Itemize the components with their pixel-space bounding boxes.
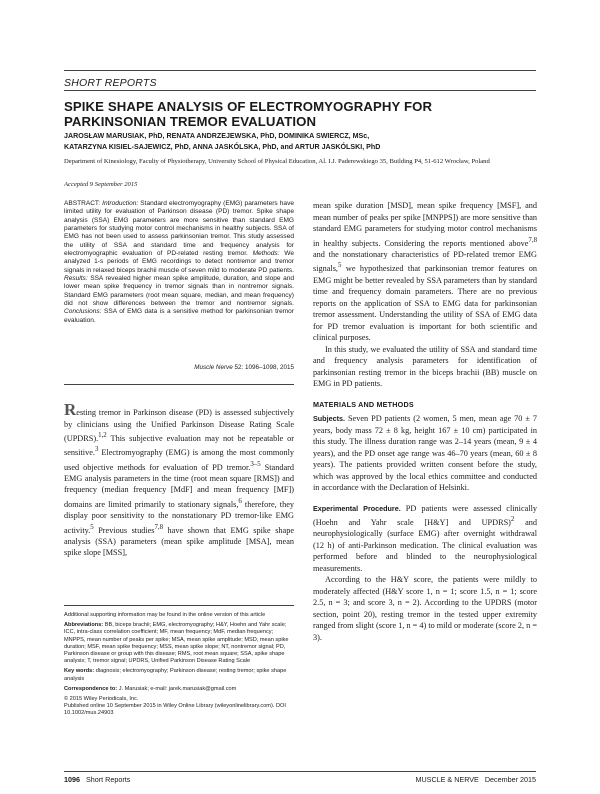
keywords-label: Key words: bbox=[64, 668, 95, 675]
abstract-rule bbox=[64, 384, 294, 385]
keywords-text: diagnosis; electromyography; Parkinson disease; resting tremor; spike shape analysis bbox=[64, 668, 287, 682]
abbreviations-label: Abbreviations: bbox=[64, 622, 104, 629]
paragraph-segment: and the nonstationary characteristics of PD-related tremor EMG signals, bbox=[313, 249, 537, 273]
author-list bbox=[64, 131, 536, 153]
footnotes bbox=[64, 612, 294, 721]
subjects-text: Seven PD patients (2 women, 5 men, mean age 70 ± 7 years, body mass 72 ± 8 kg, height 167 ± 10 cm) participated in this study. The illness duration range was 2–14 years (mean, 9 ± 4 years), and the PD onset age range was 46–70 years (mean, 60 ± 8 years). The patients provided written consent before the study, which was approved by the local ethics committee and conducted in accordance with the Declaration of Helsinki. bbox=[313, 414, 538, 492]
top-rule bbox=[64, 70, 536, 71]
footer-section: Short Reports bbox=[86, 775, 131, 784]
aim-paragraph: In this study, we evaluated the utility of SSA and standard time and frequency analysis parameters for identification of parkinsonian resting tremor in the biceps brachii (BB) muscle on EMG in PD patients. bbox=[313, 344, 537, 388]
abstract-label: ABSTRACT: bbox=[64, 200, 101, 207]
correspondence-label: Correspondence to: bbox=[64, 685, 118, 692]
intro-segment: This subjective evaluation may not be repeatable or sensitive. bbox=[64, 433, 294, 457]
intro-segment: Standard EMG analysis parameters in the time (root mean square [RMS]) and frequency (median frequency [MdF] and mean frequency [MF]) domains are limited primarily to stationary signals, bbox=[64, 462, 294, 509]
correspondence-note bbox=[64, 686, 294, 693]
subjects-paragraph bbox=[313, 413, 537, 494]
section-rule bbox=[64, 90, 536, 91]
procedure-label: Experimental Procedure. bbox=[313, 503, 401, 513]
right-column bbox=[313, 200, 537, 643]
published-note: Published online 10 September 2015 in Wiley Online Library (wileyonlinelibrary.com). DOI 10.1002/mus.24903 bbox=[64, 703, 286, 717]
abstract-intro: Standard electromyography (EMG) parameters have limited utility for evaluation of Parkinson disease (PD) tremor. Spike shape analysis (SSA) EMG parameters are more sensitive than standard EMG parameters for studying motor control mechanisms in healthy subjects. SSA of EMG has not been used to assess parkinsonian tremor. This study assessed the utility of SSA and standard time and frequency analysis for electromyographic evaluation of PD-related resting tremor. bbox=[64, 200, 294, 258]
author-line: JAROSŁAW MARUSIAK, PhD, RENATA ANDRZEJEWSKA, PhD, DOMINIKA SWIERCZ, MSc, bbox=[64, 132, 370, 140]
copyright-note: © 2015 Wiley Periodicals, Inc. bbox=[64, 696, 139, 703]
section-label: SHORT REPORTS bbox=[64, 77, 157, 89]
intro-segment: therefore, they display poor sensitivity to the nonstationary PD tremor-like EMG activity. bbox=[64, 499, 295, 535]
procedure-paragraph bbox=[313, 503, 537, 575]
intro-segment: esting tremor in Parkinson disease (PD) is assessed subjectively by clinicians using the Unified Parkinson Disease Rating Scale (UPDRS). bbox=[64, 408, 294, 443]
citation: 3–5 bbox=[250, 460, 261, 468]
abstract-results-label: Results: bbox=[64, 275, 88, 283]
page-number: 1096 bbox=[64, 775, 80, 784]
author-line: KATARZYNA KISIEL-SAJEWICZ, PhD, ANNA JASKÓLSKA, PhD, and ARTUR JASKÓLSKI, PhD bbox=[64, 143, 381, 151]
paragraph-segment: we hypothesized that parkinsonian tremor features on EMG might be better revealed by SSA parameters than by standard time and frequency domain parameters. There are no previous reports on the application of SSA to EMG data for parkinsonian tremor assessment. Understanding the utility of SSA of EMG data for PD tremor evaluation is important for both scientific and clinical purposes. bbox=[313, 264, 538, 342]
abstract-results: SSA revealed higher mean spike amplitude, duration, and slope and lower mean spike frequency in tremor signals than in nontremor signals. Standard EMG parameters (root mean square, median, and mean frequency) did not show differences between the tremor and nontremor signals. bbox=[64, 275, 294, 308]
correspondence-text: J. Marusiak; e-mail: jarek.marusiak@gmail.com bbox=[118, 685, 237, 692]
intro-continued bbox=[313, 200, 537, 344]
abstract-intro-label: Introduction: bbox=[102, 200, 139, 207]
abstract-methods-label: Methods: bbox=[252, 250, 280, 258]
abbreviations-note bbox=[64, 622, 294, 665]
citation: 6 bbox=[238, 497, 242, 505]
footer-left bbox=[64, 775, 130, 784]
abstract-methods: We analyzed 1-s periods of EMG recordings to detect nontremor and tremor signals in relaxed biceps brachii muscle of seven mild to moderate PD patients. bbox=[64, 250, 294, 274]
procedure-text: PD patients were assessed clinically (Hoehn and Yahr scale [H&Y] and UPDRS) bbox=[313, 503, 538, 527]
citation: 3 bbox=[94, 446, 99, 454]
intro-segment: have shown that EMG spike shape analysis (SSA) parameters (mean spike amplitude [MSA], mean spike slope [MSS], bbox=[64, 525, 294, 558]
subjects-label: Subjects. bbox=[313, 414, 345, 423]
footer-journal: MUSCLE & NERVE bbox=[415, 775, 479, 784]
methods-heading: MATERIALS AND METHODS bbox=[313, 399, 414, 409]
abstract-conclusions: SSA of EMG data is a sensitive method for parkinsonian tremor evaluation. bbox=[64, 308, 294, 324]
footer-rule bbox=[64, 771, 536, 772]
intro-segment: Electromyography (EMG) is among the most commonly used objective methods for evaluation of PD tremor. bbox=[64, 448, 295, 472]
journal-ref-name: Muscle Nerve bbox=[194, 364, 233, 371]
footer-date: December 2015 bbox=[484, 775, 536, 784]
citation: 1,2 bbox=[98, 432, 107, 439]
abstract-conclusions-label: Conclusions: bbox=[64, 308, 102, 316]
paragraph-segment: mean spike duration [MSD], mean spike frequency [MSF], and mean number of peaks per spike [MNPPS]) are more sensitive than standard EMG parameters for studying motor control mechanisms in healthy subjects. Considering the reports mentioned above bbox=[313, 201, 537, 248]
footer-right bbox=[415, 775, 536, 784]
hy-paragraph: According to the H&Y score, the patients were mildly to moderately affected (H&Y score 1, n = 1; score 1.5, n = 1; score 2.5, n = 3; and score 3, n = 2). According to the UPDRS (motor section, point 20), resting tremor in the tested upper extremity ranged from slight (score 1, n = 4) to mild or moderate (score 2, n = 3). bbox=[313, 575, 537, 642]
intro-text bbox=[64, 400, 295, 559]
citation: 5 bbox=[90, 523, 94, 531]
supporting-info-note: Additional supporting information may be found in the online version of this article bbox=[64, 612, 266, 618]
abstract bbox=[64, 200, 294, 325]
citation: 2 bbox=[510, 516, 515, 523]
journal-reference bbox=[64, 364, 294, 371]
citation: 7,8 bbox=[528, 236, 537, 244]
intro-segment: Previous studies bbox=[98, 525, 155, 535]
article-title: SPIKE SHAPE ANALYSIS OF ELECTROMYOGRAPHY FOR PARKINSONIAN TREMOR EVALUATION bbox=[64, 99, 433, 129]
affiliation: Department of Kinesiology, Faculty of Physiotherapy, University School of Physical Education, Al. I.J. Paderewskiego 35, Building P4, 51-612 Wrocław, Poland bbox=[64, 158, 490, 165]
journal-ref-rest: 52: 1096–1098, 2015 bbox=[234, 364, 294, 371]
citation: 5 bbox=[337, 262, 342, 270]
abbreviations-text: BB, biceps brachii; EMG, electromyography; H&Y, Hoehn and Yahr scale; ICC, intra-class correlation coefficient; MF, mean frequency; MdF, median frequency; MNPPS, mean number of peaks per spike; MSA, mean spike amplitude; MSD, mean spike duration; MSF, mean spike frequency; MSS, mean spike slope; NT, nontremor signal; PD, Parkinson disease or group with this disease; RMS, root mean square; SSA, spike shape analysis; T, tremor signal; UPDRS, Unified Parkinson Disease Rating Scale bbox=[64, 622, 289, 665]
accepted-date: Accepted 9 September 2015 bbox=[64, 181, 138, 188]
citation: 7,8 bbox=[154, 523, 164, 531]
keywords-note bbox=[64, 668, 294, 682]
drop-cap: R bbox=[64, 400, 77, 419]
footnote-rule bbox=[64, 605, 294, 606]
procedure-text: and neurophysiologically (surface EMG) after overnight withdrawal (12 h) of anti-Parkinson medication. The clinical evaluation was performed before and blinded to the neurophysiological measurements. bbox=[313, 517, 538, 573]
